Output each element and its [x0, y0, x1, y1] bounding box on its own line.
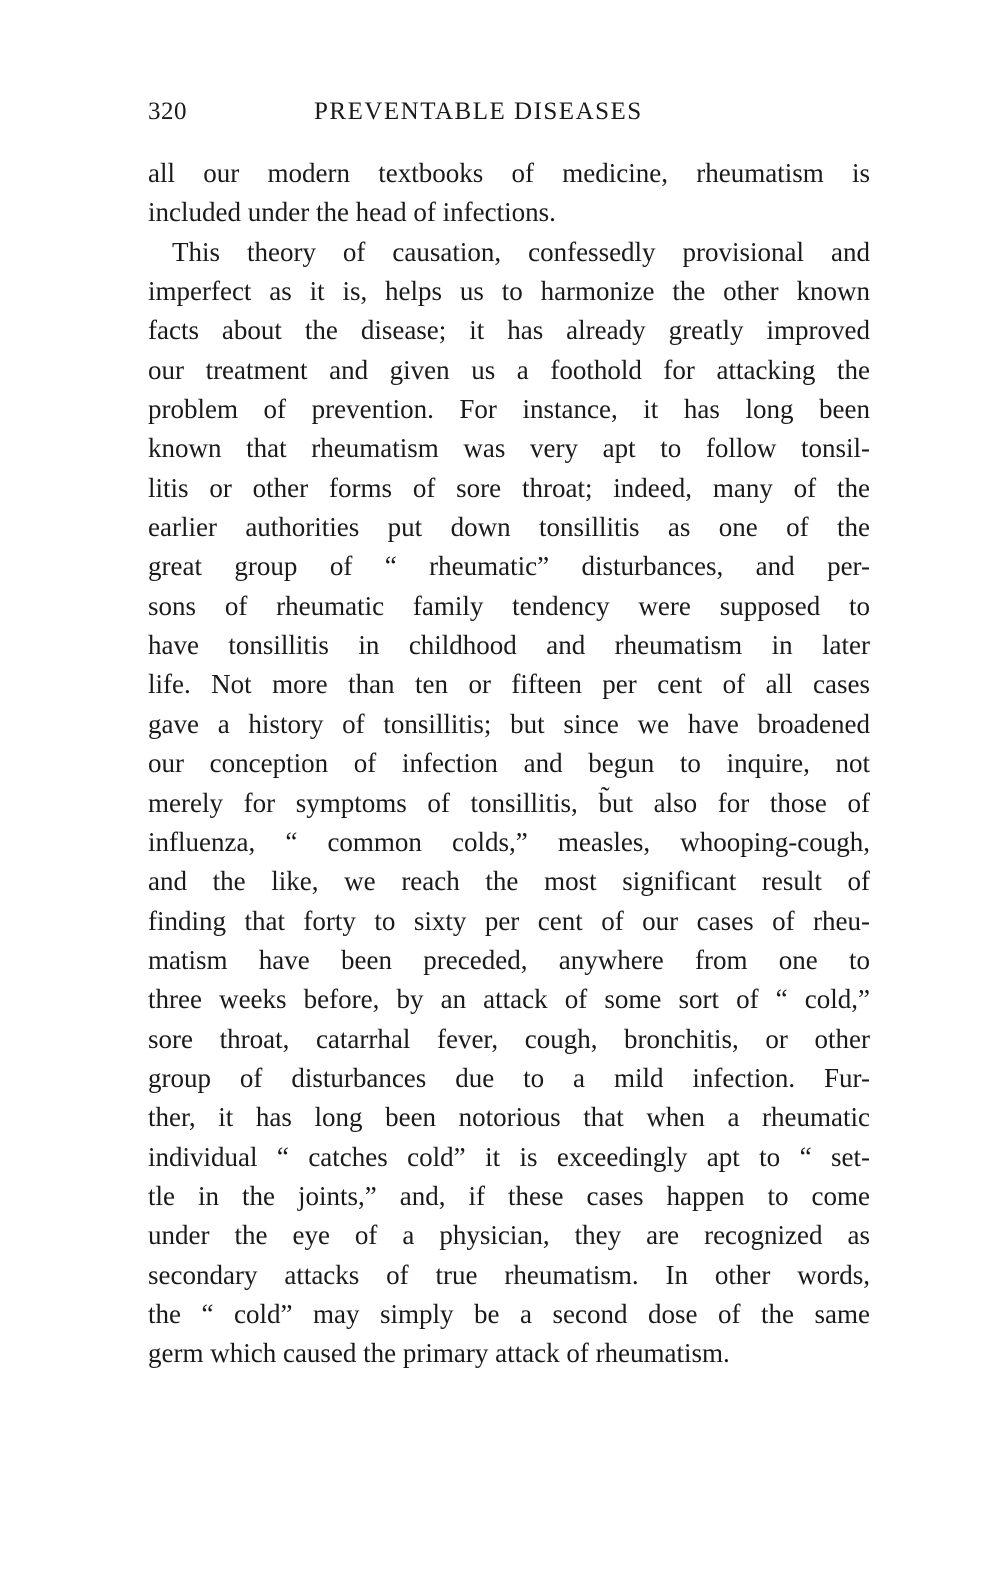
text-line: secondary attacks of true rheumatism. In other words, [148, 1259, 870, 1290]
text-line: litis or other forms of sore throat; indeed, many of the [148, 472, 870, 503]
text-line: influenza, “ common colds,” measles, whooping-cough, [148, 826, 870, 857]
text-line: matism have been preceded, anywhere from one to [148, 944, 870, 975]
text-line: sons of rheumatic family tendency were supposed to [148, 590, 870, 621]
text-line: group of disturbances due to a mild infection. Fur- [148, 1062, 870, 1093]
text-line: tle in the joints,” and, if these cases happen to come [148, 1180, 870, 1211]
text-line: individual “ catches cold” it is exceedingly apt to “ set- [148, 1141, 870, 1172]
text-line: problem of prevention. For instance, it has long been [148, 394, 870, 425]
text-line: earlier authorities put down tonsillitis as one of the [148, 512, 870, 543]
running-head [148, 98, 870, 134]
body-text [148, 154, 870, 1374]
text-line: known that rheumatism was very apt to follow tonsil- [148, 433, 870, 464]
text-line: under the eye of a physician, they are recognized as [148, 1220, 870, 1251]
text-line: our treatment and given us a foothold for attacking the [148, 354, 870, 385]
text-line: finding that forty to sixty per cent of our cases of rheu- [148, 905, 870, 936]
text-line: gave a history of tonsillitis; but since we have broadened [148, 708, 870, 739]
text-line: all our modern textbooks of medicine, rheumatism is [148, 158, 870, 188]
text-line: our conception of infection and begun to inquire, not [148, 748, 870, 779]
text-line: merely for symptoms of tonsillitis, b̃ut also for those of [148, 787, 870, 818]
text-line: imperfect as it is, helps us to harmonize the other known [148, 276, 870, 307]
text-line: facts about the disease; it has already greatly improved [148, 315, 870, 346]
text-line: sore throat, catarrhal fever, cough, bronchitis, or other [148, 1023, 870, 1054]
text-line: This theory of causation, confessedly provisional and [172, 236, 870, 267]
text-line: life. Not more than ten or fifteen per cent of all cases [148, 669, 870, 700]
text-line: have tonsillitis in childhood and rheumatism in later [148, 630, 870, 661]
text-line: three weeks before, by an attack of some sort of “ cold,” [148, 984, 870, 1015]
text-line: great group of “ rheumatic” disturbances, and per- [148, 551, 870, 582]
page-number: 320 [148, 98, 187, 125]
text-line: included under the head of infections. [148, 197, 556, 228]
text-line: and the like, we reach the most significant result of [148, 866, 870, 897]
running-title: PREVENTABLE DISEASES [314, 98, 643, 125]
text-line: the “ cold” may simply be a second dose of the same [148, 1298, 870, 1329]
text-line: germ which caused the primary attack of rheumatism. [148, 1338, 730, 1369]
text-line: ther, it has long been notorious that when a rheumatic [148, 1102, 870, 1133]
